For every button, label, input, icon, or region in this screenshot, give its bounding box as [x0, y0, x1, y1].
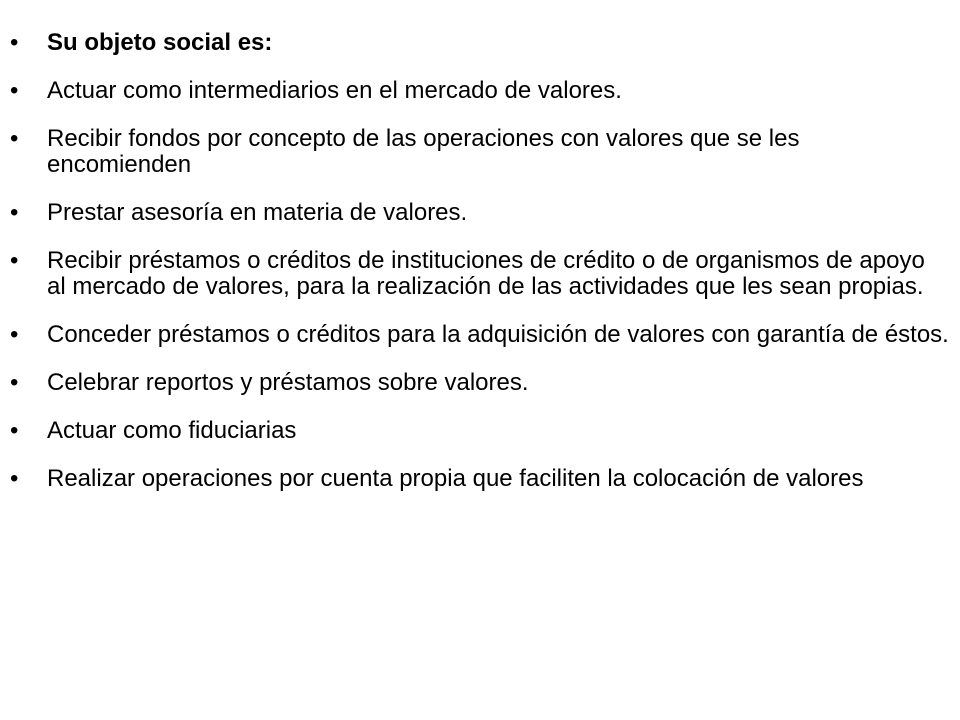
- list-item-text: Recibir fondos por concepto de las operaciones con valores que se les encomienden: [47, 125, 800, 178]
- bullet-icon: •: [10, 77, 19, 104]
- list-item: [10, 248, 950, 300]
- list-item: [10, 418, 950, 444]
- bullet-icon: •: [10, 369, 19, 396]
- bullet-icon: •: [10, 29, 19, 56]
- bullet-icon: •: [10, 125, 19, 152]
- bullet-icon: •: [10, 465, 19, 492]
- list-item: [10, 466, 950, 492]
- list-item-text: Su objeto social es:: [47, 29, 273, 56]
- list-item-text: Actuar como fiduciarias: [47, 417, 297, 444]
- list-item-text: Celebrar reportos y préstamos sobre valores.: [47, 369, 529, 396]
- list-item-text: Prestar asesoría en materia de valores.: [47, 199, 468, 226]
- bullet-list: [10, 30, 950, 514]
- list-item: [10, 200, 950, 226]
- list-item: [10, 126, 950, 178]
- bullet-icon: •: [10, 199, 19, 226]
- list-item: [10, 370, 950, 396]
- list-item-text: Conceder préstamos o créditos para la adquisición de valores con garantía de éstos.: [47, 321, 949, 348]
- list-item-text: Realizar operaciones por cuenta propia que faciliten la colocación de valores: [47, 465, 864, 492]
- list-item-heading: [10, 30, 950, 56]
- bullet-icon: •: [10, 417, 19, 444]
- list-item: [10, 322, 950, 348]
- list-item-text: Recibir préstamos o créditos de instituciones de crédito o de organismos de apoyo al mercado de valores, para la realización de las actividades que les sean propias.: [47, 247, 925, 300]
- bullet-icon: •: [10, 247, 19, 274]
- list-item-text: Actuar como intermediarios en el mercado de valores.: [47, 77, 622, 104]
- bullet-icon: •: [10, 321, 19, 348]
- list-item: [10, 78, 950, 104]
